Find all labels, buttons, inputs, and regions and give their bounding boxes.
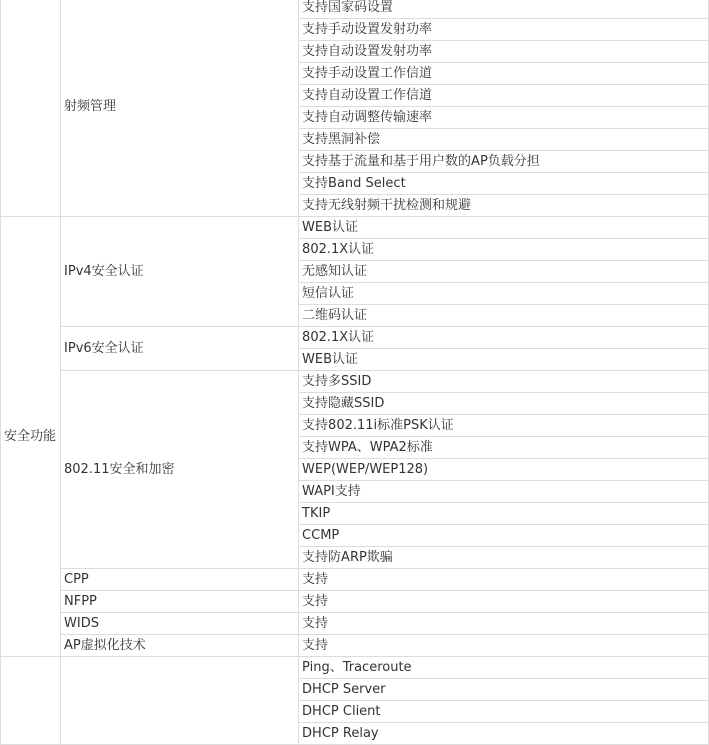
table-row [1, 613, 709, 635]
feature-value-cell: 支持国家码设置 [299, 0, 709, 19]
feature-group-cell: NFPP [61, 591, 299, 613]
feature-group-cell: IPv6安全认证 [61, 327, 299, 371]
feature-value-cell: 支持自动调整传输速率 [299, 107, 709, 129]
category-cell: 安全功能 [1, 217, 61, 657]
feature-value-cell: WEP(WEP/WEP128) [299, 459, 709, 481]
feature-group-cell: 射频管理 [61, 0, 299, 217]
feature-value-cell: 支持 [299, 613, 709, 635]
feature-value-cell: 支持手动设置发射功率 [299, 19, 709, 41]
feature-value-cell: 支持手动设置工作信道 [299, 63, 709, 85]
feature-value-cell: 支持防ARP欺骗 [299, 547, 709, 569]
feature-value-cell: 支持黑洞补偿 [299, 129, 709, 151]
table-row [1, 591, 709, 613]
spec-table-body [1, 0, 709, 745]
feature-value-cell: DHCP Server [299, 679, 709, 701]
feature-value-cell: WEB认证 [299, 217, 709, 239]
feature-value-cell: Ping、Traceroute [299, 657, 709, 679]
table-row [1, 657, 709, 679]
feature-value-cell: 支持 [299, 635, 709, 657]
feature-value-cell: 支持无线射频干扰检测和规避 [299, 195, 709, 217]
table-row [1, 635, 709, 657]
table-row [1, 217, 709, 239]
feature-group-cell: IPv4安全认证 [61, 217, 299, 327]
feature-value-cell: 支持 [299, 569, 709, 591]
feature-value-cell: WAPI支持 [299, 481, 709, 503]
category-cell [1, 657, 61, 745]
feature-group-cell: 802.11安全和加密 [61, 371, 299, 569]
feature-value-cell: 支持WPA、WPA2标准 [299, 437, 709, 459]
feature-value-cell: 无感知认证 [299, 261, 709, 283]
category-cell [1, 0, 61, 217]
feature-value-cell: 支持基于流量和基于用户数的AP负载分担 [299, 151, 709, 173]
feature-value-cell: 支持自动设置工作信道 [299, 85, 709, 107]
table-row [1, 327, 709, 349]
feature-value-cell: DHCP Client [299, 701, 709, 723]
feature-group-cell: CPP [61, 569, 299, 591]
table-row [1, 0, 709, 19]
feature-value-cell: WEB认证 [299, 349, 709, 371]
feature-value-cell: 短信认证 [299, 283, 709, 305]
feature-value-cell: 支持多SSID [299, 371, 709, 393]
feature-value-cell: 802.1X认证 [299, 327, 709, 349]
feature-group-cell: WIDS [61, 613, 299, 635]
table-row [1, 371, 709, 393]
feature-value-cell: DHCP Relay [299, 723, 709, 745]
feature-value-cell: CCMP [299, 525, 709, 547]
feature-group-cell [61, 657, 299, 745]
feature-value-cell: 二维码认证 [299, 305, 709, 327]
feature-value-cell: 支持Band Select [299, 173, 709, 195]
feature-value-cell: 支持自动设置发射功率 [299, 41, 709, 63]
feature-group-cell: AP虚拟化技术 [61, 635, 299, 657]
feature-value-cell: 802.1X认证 [299, 239, 709, 261]
table-row [1, 569, 709, 591]
feature-value-cell: TKIP [299, 503, 709, 525]
feature-value-cell: 支持802.11i标准PSK认证 [299, 415, 709, 437]
feature-value-cell: 支持隐藏SSID [299, 393, 709, 415]
feature-value-cell: 支持 [299, 591, 709, 613]
